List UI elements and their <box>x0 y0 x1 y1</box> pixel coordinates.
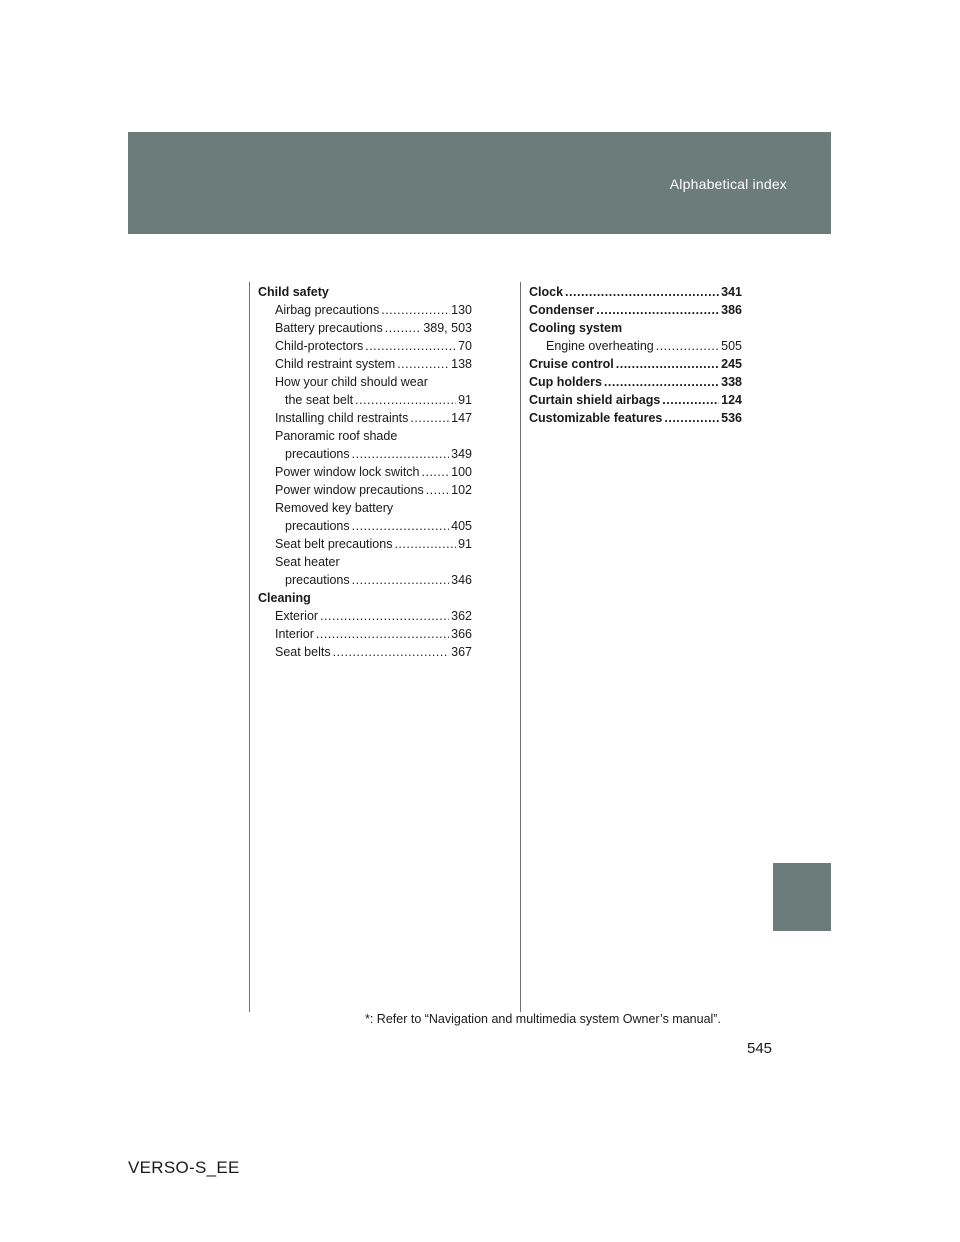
index-entry: precautions ..... 405 <box>258 517 472 535</box>
index-entry: Installing child restraints ..... 147 <box>258 409 472 427</box>
index-entry-customizable-features: Customizable features ..... 536 <box>529 409 742 427</box>
index-entry: Power window lock switch ..... 100 <box>258 463 472 481</box>
index-entry: Child restraint system ..... 138 <box>258 355 472 373</box>
index-entry-clock: Clock ..... 341 <box>529 283 742 301</box>
index-entry: precautions ..... 349 <box>258 445 472 463</box>
index-heading-cooling-system: Cooling system <box>529 321 623 335</box>
section-title: Alphabetical index <box>669 176 787 192</box>
column-divider-right <box>520 282 521 1012</box>
section-thumb-tab <box>773 863 831 931</box>
index-entry: Airbag precautions ..... 130 <box>258 301 472 319</box>
index-heading-child-safety: Child safety <box>258 285 329 299</box>
index-entry: Power window precautions ..... 102 <box>258 481 472 499</box>
header-bar <box>128 132 831 234</box>
index-column-right <box>529 283 742 427</box>
index-heading-cleaning: Cleaning <box>258 591 311 605</box>
index-entry: the seat belt ..... 91 <box>258 391 472 409</box>
index-entry: Child-protectors ..... 70 <box>258 337 472 355</box>
index-entry-cruise-control: Cruise control ..... 245 <box>529 355 742 373</box>
index-entry: Battery precautions ..... 389, 503 <box>258 319 472 337</box>
index-entry-curtain-shield-airbags: Curtain shield airbags ..... 124 <box>529 391 742 409</box>
index-entry-text: Seat heater <box>275 555 340 569</box>
column-divider-left <box>249 282 250 1012</box>
index-entry: Seat belt precautions ..... 91 <box>258 535 472 553</box>
index-entry-text: Removed key battery <box>275 501 394 515</box>
index-entry: precautions ..... 346 <box>258 571 472 589</box>
index-entry-condenser: Condenser ..... 386 <box>529 301 742 319</box>
index-column-left <box>258 283 472 661</box>
index-entry-cup-holders: Cup holders ..... 338 <box>529 373 742 391</box>
index-entry-text: How your child should wear <box>275 375 428 389</box>
index-entry: Engine overheating ..... 505 <box>529 337 742 355</box>
index-entry: Exterior ..... 362 <box>258 607 472 625</box>
document-code: VERSO-S_EE <box>128 1158 240 1177</box>
index-entry: Interior ..... 366 <box>258 625 472 643</box>
index-entry-text: Panoramic roof shade <box>275 429 398 443</box>
index-entry: Seat belts ..... 367 <box>258 643 472 661</box>
page-number: 545 <box>747 1040 773 1057</box>
footnote: *: Refer to “Navigation and multimedia system Owner’s manual”. <box>365 1012 721 1026</box>
